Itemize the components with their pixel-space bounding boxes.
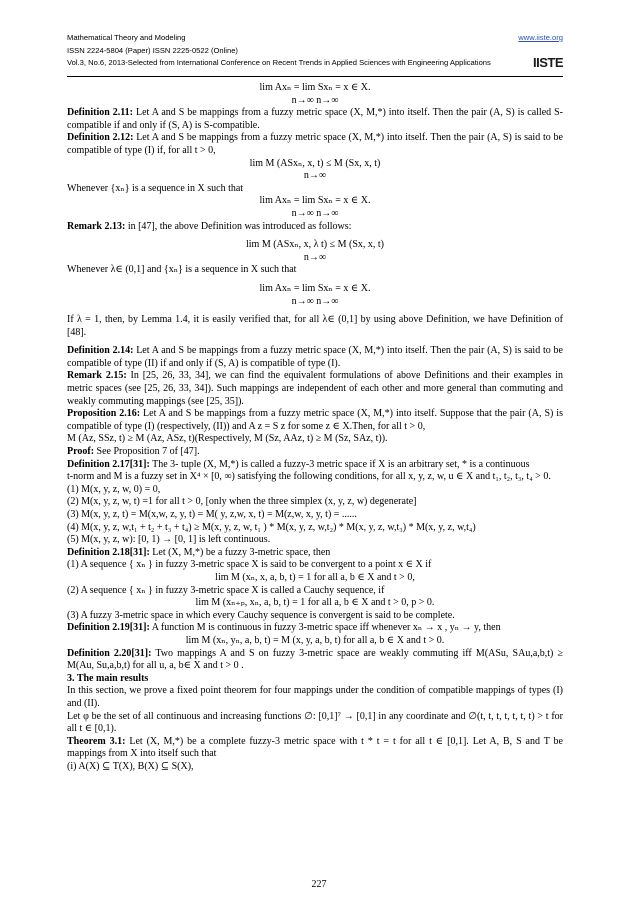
bold-heading: Theorem 3.1: (67, 735, 126, 747)
text-line (67, 736, 563, 761)
bold-heading: Definition 2.19[31]: (67, 622, 150, 634)
line-rest: See Proposition 7 of [47]. (94, 446, 200, 458)
bold-heading: Definition 2.14: (67, 345, 134, 357)
line-rest: Let A and S be mappings from a fuzzy metric space (X, M,*) into itself. Then the pair (A, S) is said to be compatible of type (I) if, for all t > 0, (67, 132, 563, 156)
text-line (67, 547, 563, 560)
text-line: lim Axₙ = lim Sxₙ = x ∈ X. (259, 195, 371, 207)
bold-heading: 3. The main results (67, 672, 149, 684)
text-line: lim Axₙ = lim Sxₙ = x ∈ X. (259, 82, 371, 93)
line-rest: Let A and S be mappings from a fuzzy metric space (X, M,*) into itself. Suppose that the pair (A, S) is compatible of type (I) (respectively, (II)) and A z = S z for some z ∈ X.Then, for all t > 0, (67, 408, 563, 432)
text-line (67, 408, 563, 433)
text-line (67, 221, 563, 234)
text-line: lim M (xₙ, yₙ, a, b, t) = M (x, y, a, b, t) for all a, b ∈ X and t > 0. (185, 634, 445, 646)
text-line: M (Az, SSz, t) ≥ M (Az, ASz, t)(Respectively, M (Sz, AAz, t) ≥ M (Sz, SAz, t)). (67, 433, 388, 445)
line-rest: The 3- tuple (X, M,*) is called a fuzzy-3 metric space if X is an arbitrary set, * is a continuous (149, 458, 530, 470)
text-line: Whenever {xₙ} is a sequence in X such that (67, 182, 244, 194)
text-line: (2) M(x, y, z, w, t) =1 for all t > 0, [only when the three simplex (x, y, z, w) degenerate] (67, 496, 417, 508)
line-rest: Let (X, M,*) be a complete fuzzy-3 metric space with t * t = t for all t ∈ [0,1]. Let A, B, S and T be mappings from X into itself such that (67, 735, 563, 760)
text-line: lim Axₙ = lim Sxₙ = x ∈ X. (259, 282, 371, 294)
iiste-logo (533, 57, 563, 70)
text-line: lim M (xₙ, x, a, b, t) = 1 for all a, b ∈ X and t > 0, (215, 571, 415, 583)
text-line: (3) A fuzzy 3-metric space in which every Cauchy sequence is convergent is said to be complete. (67, 609, 455, 621)
volume-line: Vol.3, No.6, 2013-Selected from International Conference on Recent Trends in Applied Sciences with Engineering Applications (67, 58, 491, 67)
text-line: n→∞ n→∞ (291, 295, 339, 307)
bold-heading: Definition 2.18[31]: (67, 546, 150, 558)
journal-header (67, 32, 563, 70)
bold-heading: Definition 2.17[31]: (67, 458, 150, 470)
bold-heading: Definition 2.11: (67, 107, 134, 119)
text-line (67, 648, 563, 673)
text-line: lim M (xₙ₊ₚ, xₙ, a, b, t) = 1 for all a, b ∈ X and t > 0, p > 0. (195, 597, 435, 609)
bold-heading: Proposition 2.16: (67, 408, 141, 420)
text-line: If λ = 1, then, by Lemma 1.4, it is easily verified that, for all λ∈ (0,1] by using above Definition, we have Definition of [48]. (67, 314, 563, 338)
bold-heading: Remark 2.13: (67, 220, 126, 232)
line-rest: Two mappings A and S on fuzzy 3-metric space are weakly commuting iff M(ASu, SAu,a,b,t) ≥ M(Au, Su,a,b,t) for all u, a, b∈ X and t > 0 . (67, 647, 563, 672)
text-line: (2) A sequence { xₙ } in fuzzy 3-metric space X is called a Cauchy sequence, if (67, 584, 385, 596)
text-line: Whenever λ∈ (0,1] and {xₙ} is a sequence in X such that (67, 264, 297, 276)
text-line: n→∞ n→∞ (291, 94, 339, 106)
text-line: (4) M(x, y, z, w,t₁ + t₂ + t₃ + t₄) ≥ M(x, y, z, w, t₁ ) * M(x, y, z, w,t₂) * M(x, y, z, w,t₃) * M(x, y, z, w,t₄) (67, 521, 476, 533)
bold-heading: Definition 2.20[31]: (67, 647, 152, 659)
line-rest: A function M is continuous in fuzzy 3-metric space iff whenever xₙ → x , yₙ → y, then (149, 622, 501, 634)
text-line: Let φ be the set of all continuous and increasing functions ∅: [0,1]⁷ → [0,1] in any coordinate and ∅(t, t, t, t, t, t, t) > t for all t ∈ [0,1). (67, 710, 563, 735)
line-rest: Let (X, M,*) be a fuzzy 3-metric space, then (149, 546, 331, 558)
bold-heading: Remark 2.15: (67, 370, 127, 382)
bold-heading: Proof: (67, 446, 95, 458)
issn-line: ISSN 2224-5804 (Paper) ISSN 2225-0522 (Online) (67, 45, 238, 55)
text-line: (1) M(x, y, z, w, 0) = 0, (67, 483, 161, 495)
text-line: t-norm and M is a fuzzy set in X⁴ × [0, ∞) satisfying the following conditions, for all x, y, z, w, u ∈ X and t₁, t₂, t₃, t₄ > 0. (67, 471, 551, 483)
text-line: lim M (ASxₙ, x, λ t) ≤ M (Sx, x, t) (245, 239, 384, 251)
page-body (67, 82, 563, 773)
page-number: 227 (311, 879, 327, 890)
text-line (67, 370, 563, 408)
text-line (67, 673, 563, 686)
line-rest: Let A and S be mappings from a fuzzy metric space (X, M,*) into itself. Then the pair (A, S) is said to be compatible of type (II) if and only if (S, A) is compatible of type (I). (67, 345, 563, 369)
text-line: n→∞ (303, 251, 327, 263)
text-line (67, 345, 563, 370)
logo-text: IISTE (532, 55, 563, 70)
line-rest: In [25, 26, 33, 34], we can find the equivalent formulations of above Definitions and their examples in metric spaces (see [25, 26, 33, 34]). Such mappings are independent of each other and more general than commuting and weakly commuting mappings (see [25, 35]). (67, 370, 563, 407)
journal-url-link[interactable]: www.iiste.org (518, 33, 563, 42)
text-line: n→∞ (303, 170, 327, 182)
text-line (67, 107, 563, 132)
journal-title: Mathematical Theory and Modeling (67, 33, 186, 42)
text-line: (5) M(x, y, z, w): [0, 1) → [0, 1] is left continuous. (67, 534, 271, 546)
line-rest: Let A and S be mappings from a fuzzy metric space (X, M,*) into itself. Then the pair (A, S) is called S-compatible if and only if (S, A) is S-compatible. (67, 107, 563, 131)
text-line: (i) A(X) ⊆ T(X), B(X) ⊆ S(X), (67, 760, 194, 772)
text-line (67, 459, 563, 472)
text-line (67, 622, 563, 635)
line-rest: in [47], the above Definition was introduced as follows: (125, 220, 352, 232)
text-line: n→∞ n→∞ (291, 207, 339, 219)
bold-heading: Definition 2.12: (67, 132, 134, 144)
text-line (67, 446, 563, 459)
text-line (67, 132, 563, 157)
header-divider (67, 76, 563, 77)
text-line: (1) A sequence { xₙ } in fuzzy 3-metric space X is said to be convergent to a point x ∈ X if (67, 559, 432, 571)
text-line: lim M (ASxₙ, x, t) ≤ M (Sx, x, t) (249, 157, 381, 169)
text-line: In this section, we prove a fixed point theorem for four mappings under the condition of compatible mappings of types (I) and (II). (67, 685, 563, 709)
text-line: (3) M(x, y, z, t) = M(x,w, z, y, t) = M( y, z,w, x, t) = M(z,w, x, y, t) = ...... (67, 509, 357, 520)
